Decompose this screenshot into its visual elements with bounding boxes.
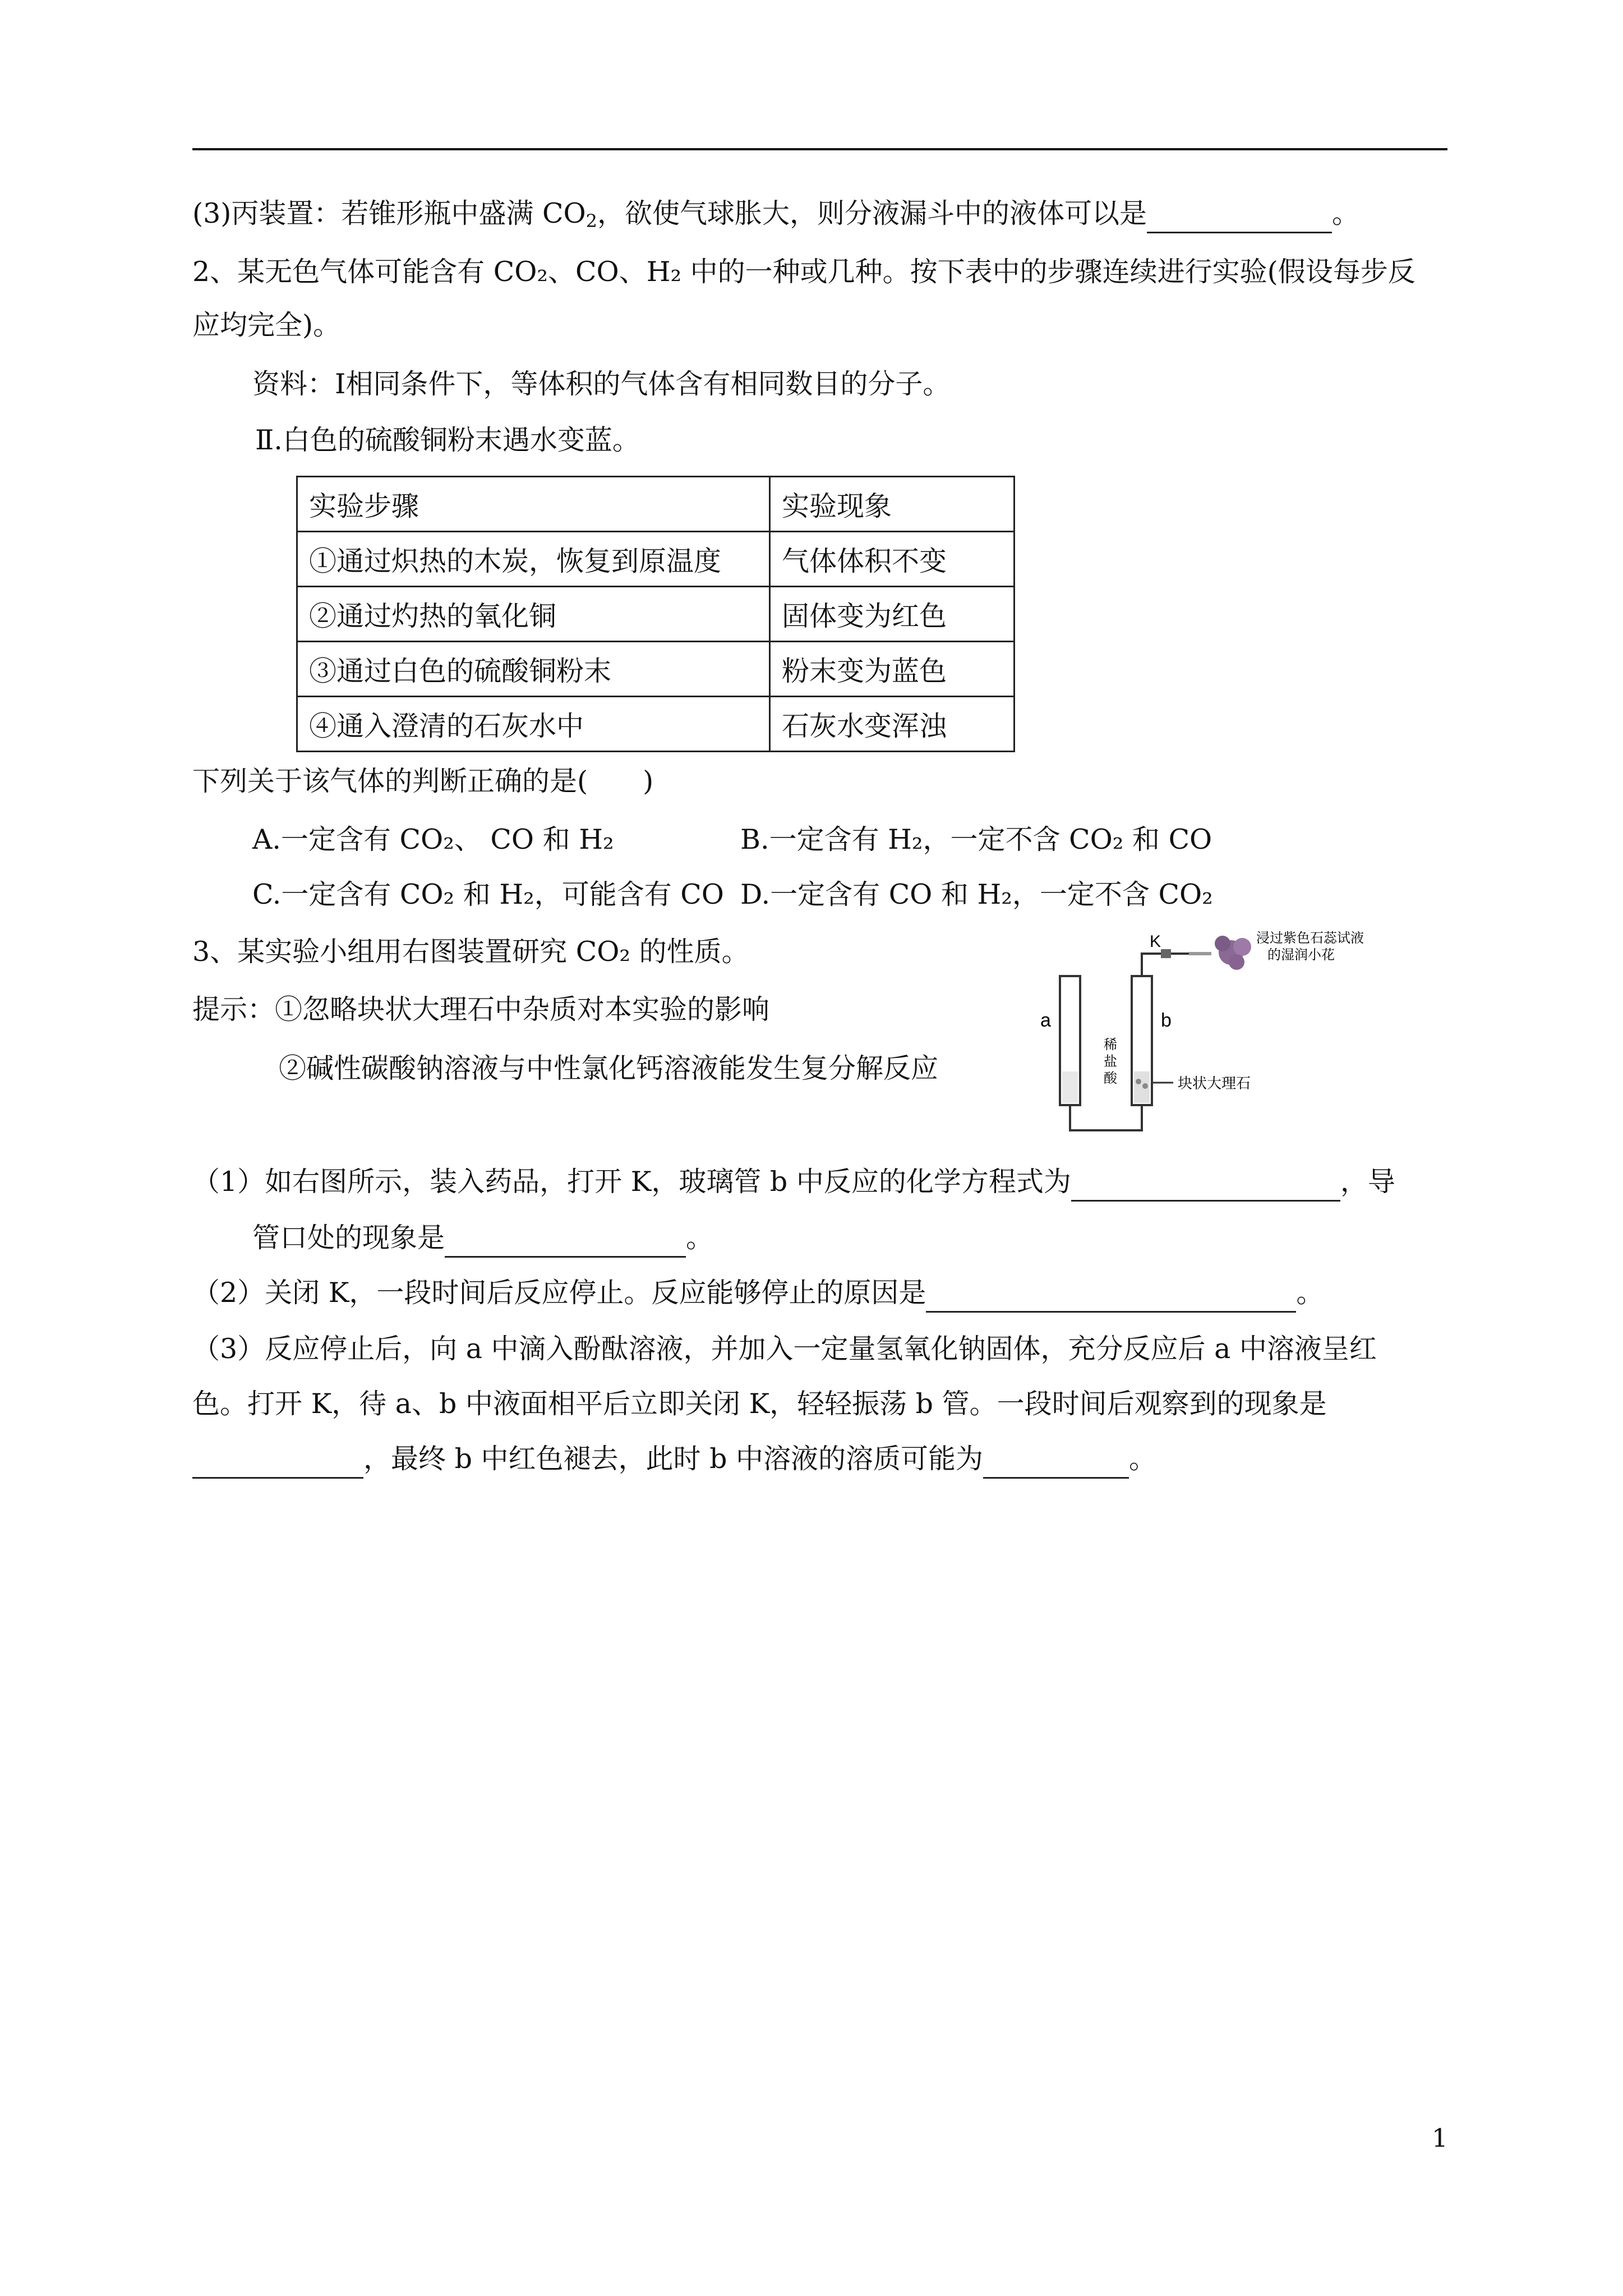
apparatus-figure	[1021, 931, 1413, 1144]
q2-option-c[interactable]: C.一定含有 CO₂ 和 H₂，可能含有 CO	[252, 878, 724, 910]
table-cell-phenomenon: 固体变为红色	[770, 587, 1015, 642]
q3-part1-equation-blank[interactable]	[1071, 1170, 1340, 1202]
q3-part1-text-c: 管口处的现象是	[252, 1222, 445, 1254]
tube-a	[1060, 976, 1080, 1105]
q3-part3-line3	[192, 1439, 1156, 1479]
q1-part3-end: 。	[1332, 197, 1360, 229]
q1-part3-line	[192, 194, 1359, 233]
q3-hint1: 提示：①忽略块状大理石中杂质对本实验的影响	[192, 993, 770, 1025]
table-cell-step: ④通入澄清的石灰水中	[297, 697, 770, 752]
table-row	[297, 697, 1015, 752]
q1-part3-text-b: ，欲使气球胀大，则分液漏斗中的液体可以是	[597, 197, 1147, 229]
table-row	[297, 532, 1015, 587]
q3-part1-text-a: （1）如右图所示，装入药品，打开 K，玻璃管 b 中反应的化学方程式为	[192, 1166, 1071, 1198]
label-flower-1: 浸过紫色石蕊试液	[1256, 931, 1364, 946]
q3-stem: 3、某实验小组用右图装置研究 CO₂ 的性质。	[192, 936, 749, 968]
label-acid-3: 酸	[1104, 1071, 1117, 1086]
page-number: 1	[1432, 2123, 1448, 2153]
q2-stem-line2: 应均完全)。	[192, 309, 341, 341]
label-a: a	[1040, 1010, 1051, 1031]
q3-part2-text-a: （2）关闭 K，一段时间后反应停止。反应能够停止的原因是	[192, 1277, 926, 1309]
tube-b	[1132, 976, 1152, 1105]
q3-hint2: ②碱性碳酸钠溶液与中性氯化钙溶液能发生复分解反应	[279, 1052, 939, 1084]
q3-part3-phenomenon-blank[interactable]	[192, 1447, 363, 1479]
q3-part2-reason-blank[interactable]	[926, 1281, 1296, 1313]
q3-part1-line2	[252, 1218, 713, 1258]
q1-part3-answer-blank[interactable]	[1147, 201, 1332, 233]
label-flower-2: 的湿润小花	[1267, 947, 1335, 963]
q3-part2-text-b: 。	[1296, 1277, 1324, 1309]
q2-info2: Ⅱ.白色的硫酸铜粉末遇水变蓝。	[255, 424, 640, 456]
connecting-tube	[1070, 1105, 1142, 1130]
table-cell-phenomenon: 粉末变为蓝色	[770, 642, 1015, 697]
q2-stem-line1: 2、某无色气体可能含有 CO₂、CO、H₂ 中的一种或几种。按下表中的步骤连续进行实验(假设每步反	[192, 256, 1415, 288]
table-cell-step: ③通过白色的硫酸铜粉末	[297, 642, 770, 697]
table-cell-step: ②通过灼热的氧化铜	[297, 587, 770, 642]
q2-option-a[interactable]: A.一定含有 CO₂、 CO 和 H₂	[252, 823, 614, 855]
flower-icon	[1215, 936, 1251, 970]
q3-part1-line1	[192, 1162, 1395, 1202]
table-row	[297, 642, 1015, 697]
label-acid-2: 盐	[1104, 1054, 1117, 1069]
table-row	[297, 587, 1015, 642]
q3-part1-phenomenon-blank[interactable]	[445, 1226, 686, 1258]
q2-info1: 资料：Ⅰ相同条件下，等体积的气体含有相同数目的分子。	[252, 368, 951, 400]
table-header-steps: 实验步骤	[297, 477, 770, 532]
label-acid-1: 稀	[1104, 1037, 1117, 1052]
q1-part3-text-a: (3)丙装置：若锥形瓶中盛满 CO	[192, 197, 586, 229]
q3-part1-text-d: 。	[686, 1222, 714, 1254]
q3-part1-text-b: ，导	[1340, 1166, 1395, 1198]
q2-option-b[interactable]: B.一定含有 H₂，一定不含 CO₂ 和 CO	[740, 823, 1212, 855]
table-header-row	[297, 477, 1015, 532]
experiment-table	[296, 476, 1015, 752]
label-k: K	[1150, 932, 1161, 951]
q3-part3-line1: （3）反应停止后，向 a 中滴入酚酞溶液，并加入一定量氢氧化钠固体，充分反应后 a 中溶液呈红	[192, 1333, 1377, 1365]
label-marble: 块状大理石	[1178, 1075, 1251, 1092]
q2-option-d[interactable]: D.一定含有 CO 和 H₂，一定不含 CO₂	[740, 878, 1213, 910]
label-b: b	[1161, 1010, 1172, 1031]
q3-part3-line2: 色。打开 K，待 a、b 中液面相平后立即关闭 K，轻轻振荡 b 管。一段时间后观察到的现象是	[192, 1388, 1327, 1420]
table-cell-step: ①通过炽热的木炭，恢复到原温度	[297, 532, 770, 587]
q3-part3-text-b: 。	[1129, 1443, 1157, 1475]
q2-question: 下列关于该气体的判断正确的是( )	[192, 765, 654, 797]
q3-part3-solute-blank[interactable]	[983, 1447, 1129, 1479]
header-rule	[192, 148, 1447, 150]
q3-part3-text-a: ，最终 b 中红色褪去，此时 b 中溶液的溶质可能为	[363, 1443, 984, 1475]
table-cell-phenomenon: 石灰水变浑浊	[770, 697, 1015, 752]
valve-k[interactable]	[1161, 949, 1171, 958]
q1-part3-sub: 2	[585, 210, 598, 232]
table-cell-phenomenon: 气体体积不变	[770, 532, 1015, 587]
q3-part2-line	[192, 1273, 1324, 1313]
table-header-phenomena: 实验现象	[770, 477, 1015, 532]
